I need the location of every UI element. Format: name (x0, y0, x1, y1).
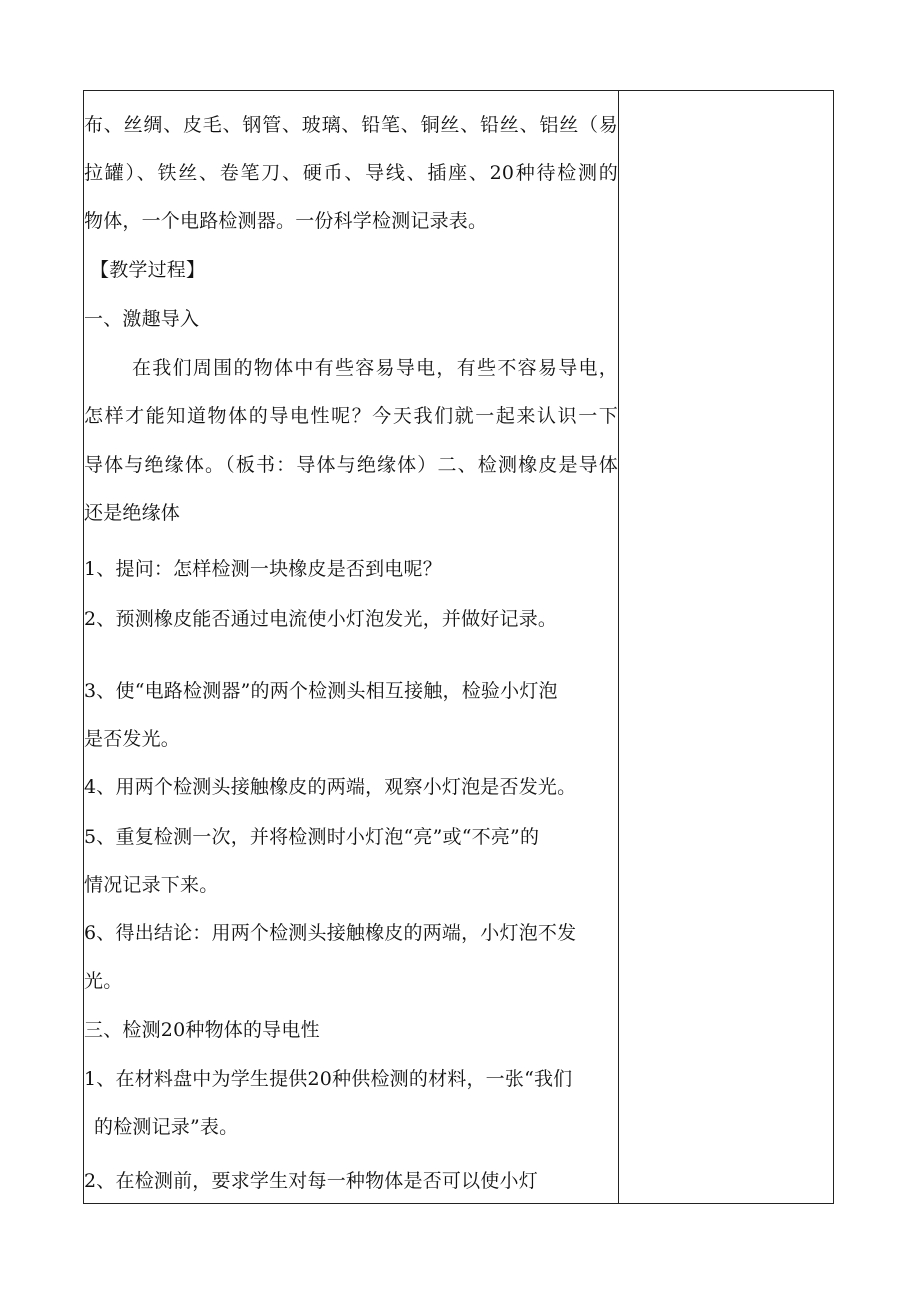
notes-column-cell (619, 91, 833, 1203)
test-step-2-line-1: 2、在检测前，要求学生对每一种物体是否可以使小灯 (84, 1170, 538, 1192)
test-step-1-line-1: 1、在材料盘中为学生提供20种供检测的材料，一张“我们 (84, 1068, 573, 1090)
materials-line-3: 物体，一个电路检测器。一份科学检测记录表。 (84, 210, 488, 232)
step-3-line-2: 是否发光。 (84, 728, 181, 750)
intro-paragraph-line-4: 还是绝缘体 (84, 502, 181, 524)
step-6-line-1: 6、得出结论：用两个检测头接触橡皮的两端，小灯泡不发 (84, 922, 577, 944)
heading-test-20-objects: 三、检测20种物体的导电性 (84, 1019, 320, 1041)
step-5-line-2: 情况记录下来。 (84, 874, 219, 896)
intro-paragraph-line-1: 在我们周围的物体中有些容易导电，有些不容易导电， (132, 357, 618, 379)
intro-paragraph-line-2: 怎样才能知道物体的导电性呢？今天我们就一起来认识一下 (84, 405, 618, 427)
test-step-1-line-2: 的检测记录”表。 (94, 1116, 239, 1138)
materials-line-1: 布、丝绸、皮毛、钢管、玻璃、铅笔、铜丝、铅丝、铝丝（易 (84, 114, 618, 136)
lesson-table (83, 90, 834, 1204)
step-1: 1、提问：怎样检测一块橡皮是否到电呢？ (84, 558, 442, 580)
section-heading-teaching-process: 【教学过程】 (90, 259, 206, 281)
step-3-line-1: 3、使“电路检测器”的两个检测头相互接触，检验小灯泡 (84, 680, 558, 702)
step-6-line-2: 光。 (84, 970, 123, 992)
step-2: 2、预测橡皮能否通过电流使小灯泡发光，并做好记录。 (84, 608, 558, 630)
materials-line-2: 拉罐）、铁丝、卷笔刀、硬币、导线、插座、20种待检测的 (84, 162, 618, 184)
step-4: 4、用两个检测头接触橡皮的两端，观察小灯泡是否发光。 (84, 776, 577, 798)
step-5-line-1: 5、重复检测一次，并将检测时小灯泡“亮”或“不亮”的 (84, 826, 540, 848)
heading-intro: 一、激趣导入 (84, 308, 200, 330)
intro-paragraph-line-3: 导体与绝缘体。（板书：导体与绝缘体）二、检测橡皮是导体 (84, 454, 618, 476)
